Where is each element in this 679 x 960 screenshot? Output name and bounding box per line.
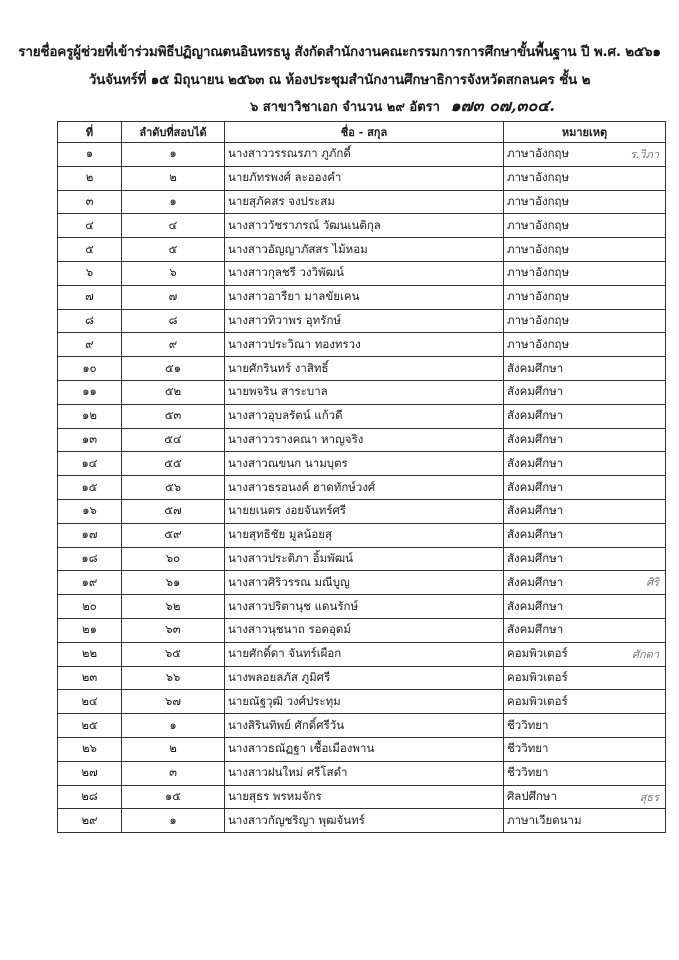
table-row	[58, 666, 666, 690]
row-number-text: ๒๙	[81, 812, 98, 827]
row-name	[225, 666, 504, 690]
row-number	[58, 380, 122, 404]
row-note-text: สังคมศึกษา	[507, 550, 564, 565]
row-name-text: นางสิรินทิพย์ ศักดิ์ศรีวัน	[228, 717, 345, 732]
row-name-text: นายศักดิ์ดา จันทร์เผือก	[228, 646, 342, 661]
row-number-text: ๒๘	[81, 788, 98, 803]
row-number-text: ๑๔	[81, 455, 98, 470]
row-note-text: สังคมศึกษา	[507, 598, 564, 613]
row-rank	[122, 714, 225, 738]
row-number	[58, 285, 122, 309]
row-number	[58, 404, 122, 428]
row-note-text: คอมพิวเตอร์	[507, 646, 568, 661]
row-note	[504, 404, 666, 428]
row-number	[58, 547, 122, 571]
row-number-text: ๑๕	[81, 479, 98, 494]
row-note-text: ชีววิทยา	[507, 741, 549, 756]
row-name-text: นายสุทธิชัย มูลน้อยสุ	[228, 527, 333, 542]
document-summary	[250, 94, 555, 119]
table-row	[58, 618, 666, 642]
row-number	[58, 809, 122, 833]
row-number	[58, 785, 122, 809]
row-rank	[122, 785, 225, 809]
table-row	[58, 571, 666, 595]
row-name-text: นายยเนตร งอยจันทร์ศรี	[228, 503, 346, 518]
row-name	[225, 309, 504, 333]
row-name	[225, 143, 504, 167]
row-name-text: นางพลอยลภัส ภูมิศรี	[228, 669, 331, 684]
row-note-text: สังคมศึกษา	[507, 479, 564, 494]
header-name: ชื่อ - สกุล	[225, 122, 504, 143]
header-no: ที่	[58, 122, 122, 143]
row-number-text: ๙	[85, 336, 94, 351]
table-row	[58, 309, 666, 333]
row-name-text: นางสาววรางคณา หาญจริง	[228, 431, 364, 446]
row-note	[504, 309, 666, 333]
row-number-text: ๑	[85, 146, 94, 161]
table-row	[58, 404, 666, 428]
row-note	[504, 333, 666, 357]
row-number	[58, 143, 122, 167]
row-rank-text: ๖๖	[165, 669, 181, 684]
table-row	[58, 285, 666, 309]
row-note	[504, 261, 666, 285]
row-name	[225, 476, 504, 500]
row-number	[58, 571, 122, 595]
row-rank	[122, 737, 225, 761]
signature: สุธร	[639, 790, 659, 804]
row-rank	[122, 618, 225, 642]
row-name-text: นายศักรินทร์ งาสิทธิ์	[228, 360, 329, 375]
table-row	[58, 499, 666, 523]
row-number-text: ๖	[85, 265, 94, 280]
row-number-text: ๘	[85, 312, 94, 327]
row-name-text: นายสุธร พรหมจักร	[228, 788, 322, 803]
row-rank	[122, 357, 225, 381]
row-name	[225, 285, 504, 309]
row-note	[504, 666, 666, 690]
row-name-text: นายภัทรพงศ์ ละอองคำ	[228, 170, 342, 185]
row-name	[225, 618, 504, 642]
row-rank	[122, 404, 225, 428]
row-number	[58, 357, 122, 381]
row-rank	[122, 309, 225, 333]
row-name	[225, 523, 504, 547]
table-row	[58, 190, 666, 214]
row-name	[225, 214, 504, 238]
row-rank	[122, 452, 225, 476]
row-number-text: ๑๓	[81, 431, 98, 446]
row-number	[58, 690, 122, 714]
row-note	[504, 714, 666, 738]
row-rank-text: ๖๐	[165, 550, 181, 565]
table-row	[58, 428, 666, 452]
row-rank	[122, 285, 225, 309]
row-number-text: ๒๑	[82, 622, 97, 637]
document-subtitle: วันจันทร์ที่ ๑๕ มิถุนายน ๒๕๖๓ ณ ห้องประชุมสำนักงานศึกษาธิการจังหวัดสกลนคร ชั้น ๒	[88, 72, 591, 88]
row-name	[225, 761, 504, 785]
row-note	[504, 143, 666, 167]
row-name-text: นางสาวอุบลรัตน์ แก้วดี	[228, 408, 343, 423]
row-note	[504, 476, 666, 500]
row-note	[504, 690, 666, 714]
row-rank	[122, 428, 225, 452]
row-rank-text: ๕๒	[164, 384, 182, 399]
row-rank	[122, 143, 225, 167]
signature: ร.วิภา	[629, 148, 659, 161]
row-number-text: ๑๙	[81, 574, 98, 589]
row-rank	[122, 595, 225, 619]
table-row	[58, 737, 666, 761]
table-row	[58, 523, 666, 547]
table-row	[58, 238, 666, 262]
row-rank-text: ๓	[169, 765, 177, 780]
row-number-text: ๒๔	[81, 693, 98, 708]
row-name	[225, 809, 504, 833]
row-number-text: ๒๐	[82, 598, 97, 613]
row-note-text: ภาษาอังกฤษ	[507, 146, 570, 161]
table-row	[58, 642, 666, 666]
row-rank-text: ๕๑	[164, 360, 181, 375]
row-rank-text: ๕๕	[164, 455, 182, 470]
row-rank-text: ๕๖	[164, 479, 181, 494]
row-note	[504, 452, 666, 476]
row-name	[225, 166, 504, 190]
row-rank	[122, 571, 225, 595]
table-row	[58, 214, 666, 238]
row-name	[225, 690, 504, 714]
row-rank-text: ๗	[168, 289, 178, 304]
table-row	[58, 357, 666, 381]
row-note	[504, 190, 666, 214]
row-note	[504, 428, 666, 452]
row-rank-text: ๑	[169, 193, 177, 208]
row-rank-text: ๑	[169, 146, 177, 161]
row-name-text: นางสาวอัญญาภัสสร ไม้หอม	[228, 241, 368, 256]
row-number-text: ๑๘	[81, 550, 98, 565]
row-rank	[122, 642, 225, 666]
row-number	[58, 761, 122, 785]
row-rank-text: ๖๑	[165, 574, 181, 589]
row-rank-text: ๖	[169, 265, 177, 280]
row-rank	[122, 214, 225, 238]
row-note	[504, 595, 666, 619]
row-note-text: ชีววิทยา	[507, 765, 549, 780]
row-note-text: สังคมศึกษา	[507, 408, 564, 423]
row-number-text: ๑๖	[82, 503, 97, 518]
row-rank-text: ๒	[169, 741, 177, 756]
row-note	[504, 499, 666, 523]
row-number	[58, 452, 122, 476]
row-number-text: ๒๒	[81, 646, 98, 661]
row-number-text: ๒๕	[81, 717, 98, 732]
header-note: หมายเหตุ	[504, 122, 666, 143]
row-note-text: ภาษาอังกฤษ	[507, 170, 570, 185]
row-name	[225, 737, 504, 761]
row-rank	[122, 690, 225, 714]
row-name	[225, 404, 504, 428]
row-rank-text: ๖๒	[165, 598, 181, 613]
row-rank	[122, 261, 225, 285]
row-rank	[122, 380, 225, 404]
row-rank-text: ๖๗	[165, 693, 181, 708]
signature: ศักดา	[632, 647, 659, 661]
row-number	[58, 642, 122, 666]
row-rank	[122, 499, 225, 523]
table-header-row	[58, 122, 666, 143]
table-row	[58, 166, 666, 190]
table-row	[58, 333, 666, 357]
signature: ศิริ	[646, 576, 659, 590]
row-number	[58, 166, 122, 190]
row-number-text: ๒	[85, 170, 94, 185]
row-name-text: นางสาวธรอนงค์ ฮาดทักษ์วงศ์	[228, 479, 376, 494]
row-number	[58, 428, 122, 452]
row-number	[58, 499, 122, 523]
row-note-text: สังคมศึกษา	[507, 527, 564, 542]
row-number-text: ๒๖	[82, 741, 97, 756]
row-rank	[122, 666, 225, 690]
row-note	[504, 761, 666, 785]
row-number	[58, 214, 122, 238]
row-number	[58, 190, 122, 214]
row-name-text: นางสาวกัญชริญา พุฒจันทร์	[228, 812, 365, 827]
row-number	[58, 261, 122, 285]
row-name-text: นางสาวกุลชรี วงวิพัฒน์	[228, 265, 344, 280]
row-name	[225, 190, 504, 214]
row-rank	[122, 238, 225, 262]
row-name-text: นางสาวณขนก นามบุตร	[228, 455, 348, 470]
table-row	[58, 380, 666, 404]
row-number	[58, 666, 122, 690]
row-note-text: สังคมศึกษา	[507, 455, 564, 470]
row-name	[225, 547, 504, 571]
row-note-text: สังคมศึกษา	[507, 622, 564, 637]
row-name-text: นางสาววัชราภรณ์ วัฒนเนติกุล	[228, 217, 381, 232]
row-note-text: ภาษาอังกฤษ	[507, 265, 570, 280]
row-name-text: นางสาวอารียา มาลขัยเคน	[228, 289, 360, 304]
row-number-text: ๑๒	[82, 408, 97, 423]
row-number	[58, 523, 122, 547]
row-note-text: ภาษาอังกฤษ	[507, 241, 570, 256]
row-name	[225, 642, 504, 666]
row-rank-text: ๕๔	[164, 431, 182, 446]
row-note	[504, 571, 666, 595]
table-row	[58, 595, 666, 619]
row-note	[504, 642, 666, 666]
row-rank	[122, 761, 225, 785]
row-note-text: สังคมศึกษา	[507, 431, 564, 446]
row-rank	[122, 809, 225, 833]
row-note-text: คอมพิวเตอร์	[507, 669, 568, 684]
row-note	[504, 380, 666, 404]
row-name-text: นางสาวประติภา อิ้มพัฒน์	[228, 550, 354, 565]
row-rank-text: ๔	[168, 217, 178, 232]
table-row	[58, 761, 666, 785]
row-rank-text: ๘	[168, 312, 178, 327]
row-note-text: สังคมศึกษา	[507, 503, 564, 518]
row-rank-text: ๕	[168, 241, 178, 256]
row-number-text: ๓	[85, 193, 94, 208]
table-row	[58, 785, 666, 809]
handwritten-note: ๑๗๓ ๐๗,๓๐๔.	[450, 96, 555, 115]
row-name	[225, 238, 504, 262]
row-note-text: ภาษาอังกฤษ	[507, 193, 570, 208]
row-note	[504, 238, 666, 262]
row-name-text: นางสาวนุชนาถ รอดอุดม์	[228, 622, 351, 637]
row-note	[504, 357, 666, 381]
row-name	[225, 261, 504, 285]
row-note	[504, 523, 666, 547]
row-number	[58, 476, 122, 500]
row-number-text: ๑๑	[82, 384, 97, 399]
row-name-text: นางสาวประวิณา ทองทรวง	[228, 336, 361, 351]
row-note-text: สังคมศึกษา	[507, 360, 564, 375]
row-note-text: ภาษาอังกฤษ	[507, 217, 570, 232]
row-note-text: ภาษาเวียดนาม	[507, 812, 582, 827]
row-name	[225, 380, 504, 404]
row-name-text: นายพจริน สาระบาล	[228, 384, 328, 399]
row-number	[58, 309, 122, 333]
row-rank-text: ๑๕	[164, 788, 181, 803]
row-rank-text: ๑	[169, 812, 177, 827]
row-note-text: ภาษาอังกฤษ	[507, 289, 570, 304]
row-note-text: ภาษาอังกฤษ	[507, 336, 570, 351]
header-rank: ลำดับที่สอบได้	[122, 122, 225, 143]
row-name	[225, 714, 504, 738]
row-number	[58, 714, 122, 738]
row-note	[504, 214, 666, 238]
row-name-text: นางสาวฝนใหม่ ศรีโสดำ	[228, 765, 348, 780]
row-rank	[122, 190, 225, 214]
row-rank-text: ๖๕	[164, 646, 181, 661]
row-rank	[122, 523, 225, 547]
row-name-text: นายณัฐวุฒิ วงศ์ประทุม	[228, 693, 341, 708]
row-name	[225, 428, 504, 452]
row-rank-text: ๑	[169, 717, 177, 732]
row-rank-text: ๕๙	[164, 527, 182, 542]
row-note-text: ชีววิทยา	[507, 717, 549, 732]
summary-text: ๖ สาขาวิชาเอก จำนวน ๒๙ อัตรา	[250, 100, 440, 115]
row-name-text: นางสาวศิริวรรณ มณีบูญ	[228, 574, 350, 589]
table-row	[58, 143, 666, 167]
row-rank-text: ๕๗	[164, 503, 182, 518]
row-name	[225, 357, 504, 381]
row-note-text: ศิลปศึกษา	[507, 788, 557, 803]
row-name	[225, 499, 504, 523]
table-row	[58, 809, 666, 833]
row-number-text: ๑๗	[81, 527, 98, 542]
table-row	[58, 452, 666, 476]
row-rank	[122, 476, 225, 500]
row-name	[225, 452, 504, 476]
row-note-text: ภาษาอังกฤษ	[507, 312, 570, 327]
row-number-text: ๑๐	[82, 360, 97, 375]
row-rank-text: ๕๓	[164, 408, 182, 423]
row-name-text: นางสาวธณัฏฐา เชื้อเมืองพาน	[228, 741, 375, 756]
row-name-text: นางสาวปริตานุช แดนรักษ์	[228, 598, 359, 613]
attendee-table	[57, 121, 666, 833]
document-title: รายชื่อครูผู้ช่วยที่เข้าร่วมพิธีปฏิญาณตนอินทรธนู สังกัดสำนักงานคณะกรรมการการศึกษาขั้นพื้นฐาน ปี พ.ศ. ๒๕๖๑	[18, 44, 661, 60]
row-name-text: นางสาววรรณรภา ภูภักดี์	[228, 146, 351, 161]
table-row	[58, 547, 666, 571]
row-rank	[122, 333, 225, 357]
row-number	[58, 238, 122, 262]
row-number	[58, 737, 122, 761]
row-name	[225, 595, 504, 619]
row-note	[504, 618, 666, 642]
row-rank-text: ๖๓	[165, 622, 181, 637]
row-rank	[122, 166, 225, 190]
row-name-text: นางสาวทิวาพร อุทรักษ์	[228, 312, 341, 327]
row-note-text: สังคมศึกษา	[507, 384, 564, 399]
row-name	[225, 785, 504, 809]
row-number-text: ๗	[85, 289, 94, 304]
row-note	[504, 285, 666, 309]
row-note	[504, 785, 666, 809]
row-note	[504, 547, 666, 571]
row-number	[58, 595, 122, 619]
row-note	[504, 809, 666, 833]
row-note	[504, 166, 666, 190]
row-rank-text: ๙	[168, 336, 178, 351]
table-row	[58, 261, 666, 285]
row-number-text: ๒๗	[81, 765, 98, 780]
row-number-text: ๕	[85, 241, 94, 256]
row-number	[58, 618, 122, 642]
row-name-text: นายสุภัคสร จงประสม	[228, 193, 335, 208]
row-rank-text: ๒	[169, 170, 177, 185]
row-note	[504, 737, 666, 761]
row-note-text: คอมพิวเตอร์	[507, 693, 568, 708]
row-rank	[122, 547, 225, 571]
table-row	[58, 690, 666, 714]
row-name	[225, 333, 504, 357]
row-number-text: ๔	[85, 217, 94, 232]
row-number-text: ๒๓	[81, 669, 98, 684]
row-name	[225, 571, 504, 595]
table-row	[58, 476, 666, 500]
row-note-text: สังคมศึกษา	[507, 574, 564, 589]
table-row	[58, 714, 666, 738]
row-number	[58, 333, 122, 357]
